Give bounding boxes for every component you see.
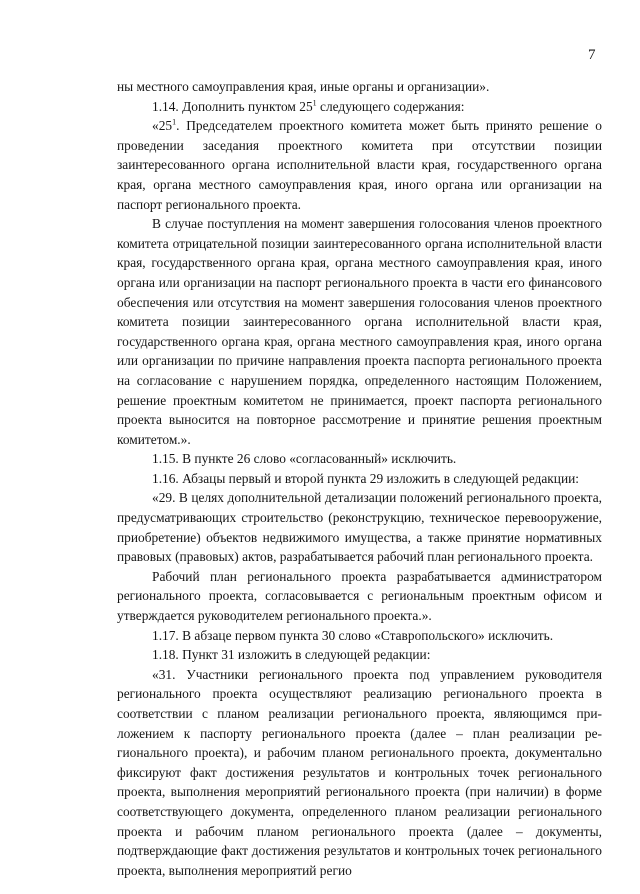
paragraph-10: 1.18. Пункт 31 изложить в следующей редакции: [152, 647, 431, 663]
paragraph-5: 1.15. В пункте 26 слово «согласованный» исключить. [152, 451, 457, 467]
page-number: 7 [588, 47, 596, 63]
paragraph-7: «29. В целях дополнительной детализации положений регионального проекта, предусматривающих строительство (реконструкцию, техническое перевооружение, приобретение) объектов недвижимого имущества, а также принятие нормативных правовых (правовых) актов, разрабатывается рабочий план регионального проекта. [117, 490, 602, 565]
paragraph-2 [117, 97, 602, 117]
paragraph-2-text-end: следующего содержания: [316, 98, 465, 114]
paragraph-3-text: «25 [152, 118, 173, 134]
superscript: 1 [172, 117, 177, 127]
paragraph-11: «31. Участники регионального проекта под управлением руководителя регионального проекта осуществляют реализацию регионального проекта в соответствии с планом реализации регионального проекта, являющимся приложением к паспорту регионального проекта (далее – план реализации регионального проекта), и рабочим планом регионального проекта, документально фиксируют факт достижения результатов и контрольных точек регионального проекта, выполнения мероприятий регионального проекта (при наличии) в форме соответствующего документа, определенного планом реализации регионального проекта и рабочим планом регионального проекта (далее – документы, подтверждающие факт достижения результатов и контрольных точек регионального проекта, выполнения мероприятий регио [117, 666, 602, 878]
paragraph-1: ны местного самоуправления края, иные органы и организации». [117, 79, 490, 94]
paragraph-4: В случае поступления на момент завершения голосования членов проектного комитета отрицательной позиции заинтересованного органа исполнительной власти края, государственного органа края, органа местного самоуправления края, иного органа или организации на паспорт регионального проекта в части его финансового обеспечения или отсутствия на момент завершения голосования членов проектного комитета позиции заинтересованного органа исполнительной власти края, государственного органа края, органа местного самоуправления края, иного органа или организации по причине направления проекта паспорта регионального проекта на согласование с нарушением порядка, определенного настоящим Положением, решение проектным комитетом не принимается, проект паспорта регионального проекта выносится на повторное рассмотрение и принятие решения проектным комитетом.». [117, 216, 602, 447]
superscript: 1 [312, 98, 317, 108]
paragraph-6: 1.16. Абзацы первый и второй пункта 29 изложить в следующей редакции: [152, 470, 580, 486]
paragraph-8: Рабочий план регионального проекта разрабатывается администратором регионального проекта, согласовывается с региональным проектным офисом и утверждается руководителем регионального проекта.». [117, 568, 602, 624]
paragraph-3 [117, 116, 602, 214]
paragraph-3-text-end: . Председателем проектного комитета может быть принято решение о проведении заседания проектного комитета при отсутствии позиции заинтересованного органа исполнительной власти края, государственного органа края, органа местного самоуправления края, иного органа или организации на паспорт регионального проекта. [117, 118, 602, 212]
document-body [117, 77, 602, 880]
paragraph-9: 1.17. В абзаце первом пункта 30 слово «Ставропольского» исключить. [152, 627, 554, 643]
paragraph-2-text: 1.14. Дополнить пунктом 25 [152, 98, 313, 114]
